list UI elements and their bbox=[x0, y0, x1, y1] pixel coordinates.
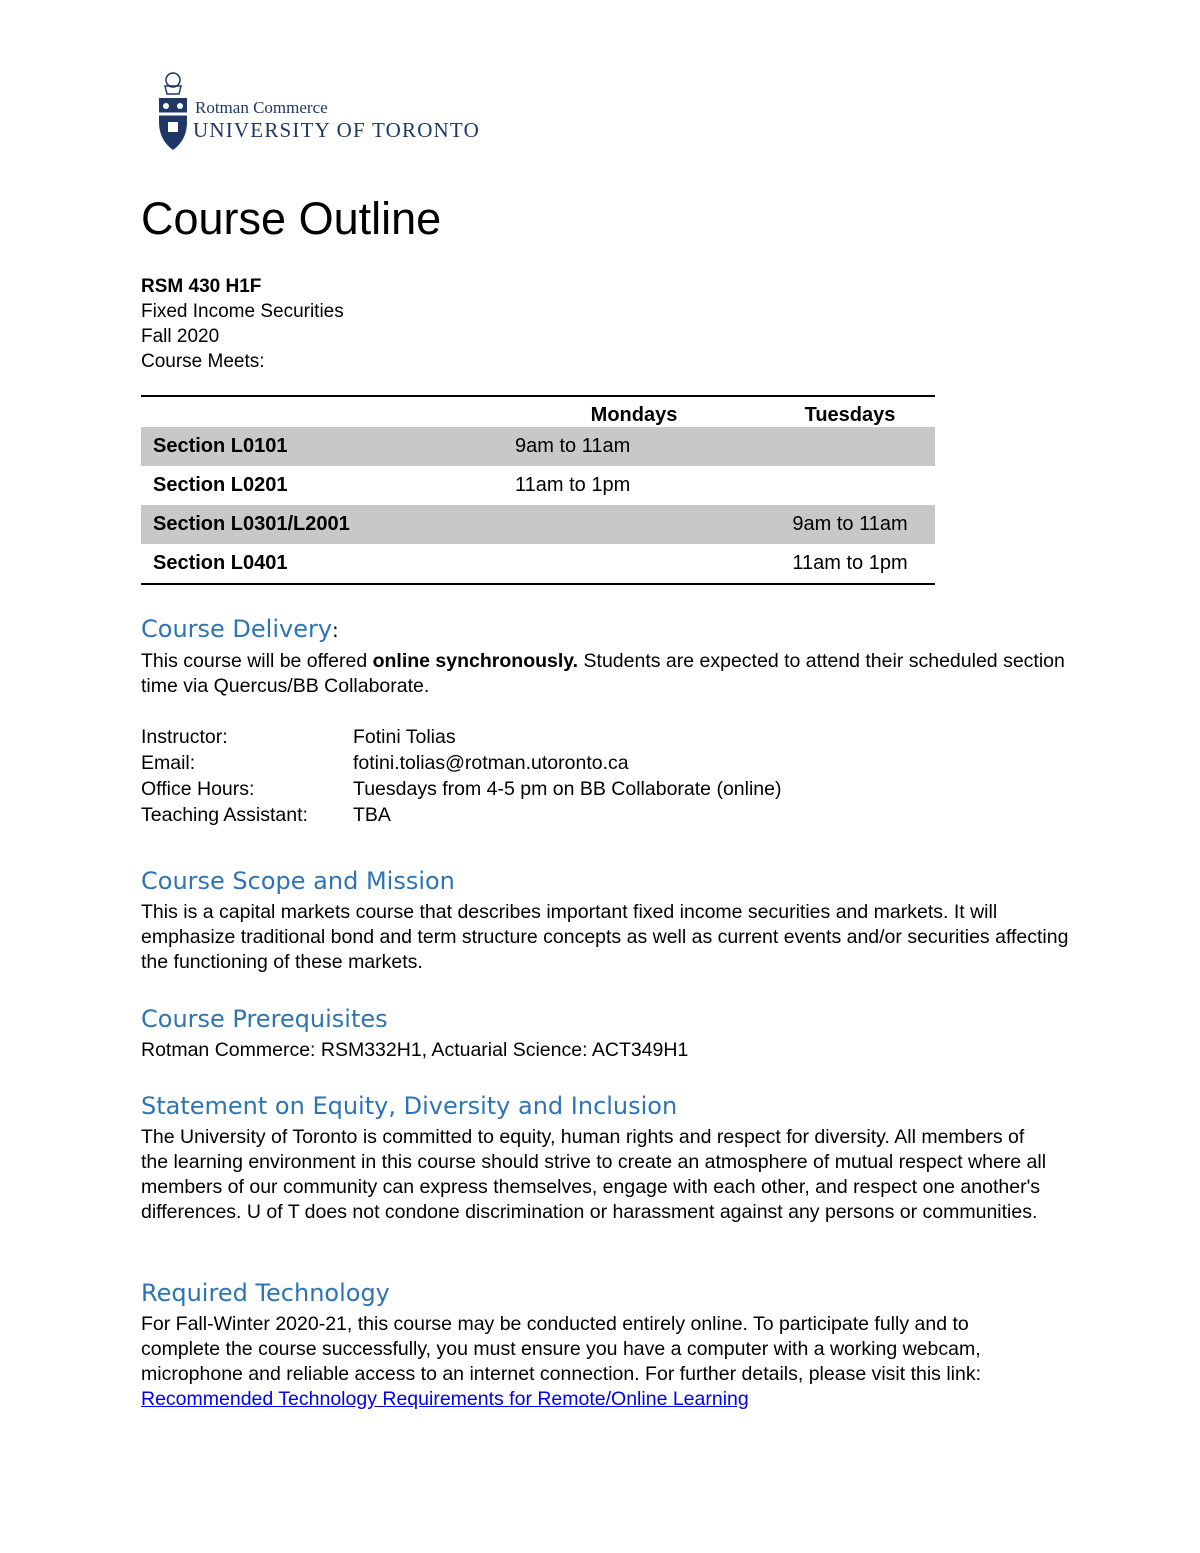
equity-text: The University of Toronto is committed to equity, human rights and respect for diversity. All members of the learning environment in this course should strive to create an atmosphere of mutual respect where all members of our community can express themselves, engage with each other, and respect one another's differences. U of T does not condone discrimination or harassment against any persons or communities. bbox=[141, 1126, 1047, 1223]
delivery-heading-colon: : bbox=[332, 618, 339, 642]
technology-text bbox=[141, 1312, 1046, 1412]
prereq-text: Rotman Commerce: RSM332H1, Actuarial Science: ACT349H1 bbox=[141, 1039, 689, 1061]
header-section bbox=[141, 396, 503, 427]
logo-subtitle: Rotman Commerce bbox=[195, 98, 328, 117]
tuesday-cell bbox=[765, 427, 935, 466]
university-logo bbox=[155, 70, 515, 160]
office-hours-value: Tuesdays from 4-5 pm on BB Collaborate (online) bbox=[353, 778, 782, 800]
delivery-text-bold: online synchronously. bbox=[372, 650, 579, 672]
instructor-value: Fotini Tolias bbox=[353, 726, 456, 748]
table-row bbox=[141, 544, 935, 584]
contact-info bbox=[141, 724, 781, 828]
ta-row bbox=[141, 802, 781, 828]
delivery-heading bbox=[141, 614, 339, 645]
table-header-row bbox=[141, 396, 935, 427]
course-meets-label: Course Meets: bbox=[141, 351, 265, 372]
delivery-text-before: This course will be offered bbox=[141, 650, 373, 672]
tuesday-cell: 11am to 1pm bbox=[765, 544, 935, 584]
email-value[interactable]: fotini.tolias@rotman.utoronto.ca bbox=[353, 752, 629, 774]
delivery-heading-text: Course Delivery bbox=[141, 615, 333, 643]
instructor-row bbox=[141, 724, 781, 750]
header-tuesdays: Tuesdays bbox=[765, 396, 935, 427]
table-row bbox=[141, 505, 935, 544]
page-title: Course Outline bbox=[141, 193, 442, 244]
prereq-heading: Course Prerequisites bbox=[141, 1005, 388, 1033]
monday-cell bbox=[503, 544, 765, 584]
technology-requirements-link[interactable]: Recommended Technology Requirements for Remote/Online Learning bbox=[141, 1388, 749, 1410]
email-label: Email: bbox=[141, 752, 196, 774]
technology-text-body: For Fall-Winter 2020-21, this course may be conducted entirely online. To participate fully and to complete the course successfully, you must ensure you have a computer with a working webcam, microphone and reliable access to an internet connection. For further details, please visit this link: bbox=[141, 1313, 982, 1385]
section-cell: Section L0201 bbox=[153, 474, 288, 496]
ta-value: TBA bbox=[353, 804, 391, 826]
course-code: RSM 430 H1F bbox=[141, 276, 262, 297]
tuesday-cell: 9am to 11am bbox=[765, 505, 935, 544]
tuesday-cell bbox=[765, 466, 935, 505]
table-row bbox=[141, 466, 935, 505]
email-row bbox=[141, 750, 781, 776]
monday-cell: 9am to 11am bbox=[503, 427, 765, 466]
delivery-text-after: Students are expected to attend their scheduled section time via Quercus/BB Collaborate. bbox=[141, 650, 1065, 697]
course-info bbox=[141, 274, 344, 374]
section-cell: Section L0101 bbox=[141, 427, 503, 466]
table-row bbox=[141, 427, 935, 466]
scope-heading: Course Scope and Mission bbox=[141, 867, 455, 895]
crest-icon bbox=[155, 70, 191, 160]
course-term: Fall 2020 bbox=[141, 326, 220, 347]
ta-label: Teaching Assistant: bbox=[141, 804, 308, 826]
office-hours-row bbox=[141, 776, 781, 802]
course-name: Fixed Income Securities bbox=[141, 301, 344, 322]
instructor-label: Instructor: bbox=[141, 726, 228, 748]
schedule-table bbox=[141, 395, 935, 585]
delivery-text bbox=[141, 649, 1071, 699]
technology-heading: Required Technology bbox=[141, 1279, 390, 1307]
monday-cell: 11am to 1pm bbox=[515, 474, 631, 496]
logo-university-name: UNIVERSITY OF TORONTO bbox=[193, 118, 480, 142]
equity-heading: Statement on Equity, Diversity and Inclusion bbox=[141, 1092, 678, 1120]
office-hours-label: Office Hours: bbox=[141, 778, 255, 800]
section-cell: Section L0401 bbox=[141, 544, 503, 584]
section-cell: Section L0301/L2001 bbox=[141, 505, 503, 544]
scope-text: This is a capital markets course that describes important fixed income securities and markets. It will emphasize traditional bond and term structure concepts as well as current events and/or securities affecting the functioning of these markets. bbox=[141, 901, 1069, 973]
header-mondays: Mondays bbox=[503, 396, 765, 427]
monday-cell bbox=[503, 505, 765, 544]
